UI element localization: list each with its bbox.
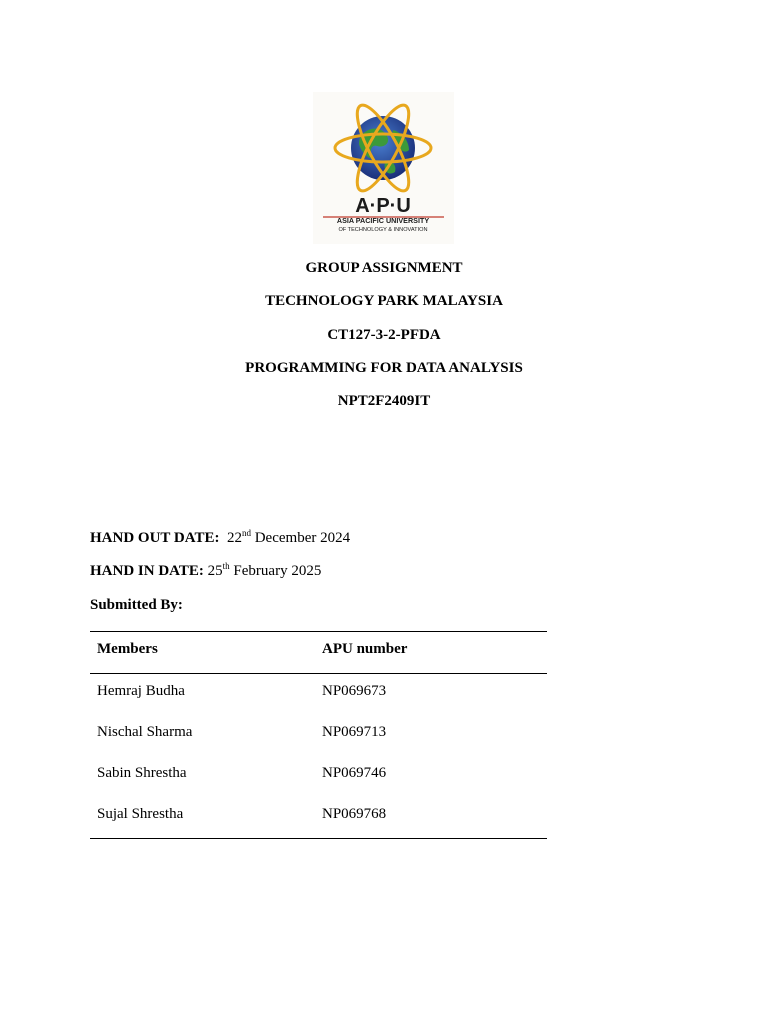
module-name: PROGRAMMING FOR DATA ANALYSIS xyxy=(245,360,523,376)
table-header-row xyxy=(90,632,547,674)
member-apu-number: NP069713 xyxy=(322,724,387,740)
intake-code: NPT2F2409IT xyxy=(337,393,431,409)
table-row xyxy=(90,756,547,797)
module-code: CT127-3-2-PFDA xyxy=(327,327,441,343)
member-name: Sabin Shrestha xyxy=(97,765,187,781)
member-name: Nischal Sharma xyxy=(97,724,193,740)
hand-in-date-label: HAND IN DATE: xyxy=(90,563,204,579)
submitted-by-line xyxy=(90,596,183,614)
hand-in-date-line xyxy=(90,562,321,580)
assignment-type: GROUP ASSIGNMENT xyxy=(305,260,463,276)
hand-out-day-suffix: nd xyxy=(241,528,251,538)
hand-out-day: 22 xyxy=(226,530,242,546)
submitted-by-label: Submitted By: xyxy=(90,597,183,613)
apu-logo-graphic xyxy=(313,92,454,244)
logo-tagline: OF TECHNOLOGY & INNOVATION xyxy=(338,227,428,233)
apu-logo xyxy=(313,92,454,244)
table-row xyxy=(90,797,547,838)
hand-out-date-line xyxy=(90,529,350,547)
member-apu-number: NP069768 xyxy=(322,806,387,822)
table-row xyxy=(90,715,547,756)
logo-university-name: ASIA PACIFIC UNIVERSITY xyxy=(336,216,430,225)
hand-in-day-suffix: th xyxy=(222,561,230,571)
header-apu-number: APU number xyxy=(322,641,408,657)
member-apu-number: NP069673 xyxy=(322,683,387,699)
header-members: Members xyxy=(97,641,158,657)
hand-in-day: 25 xyxy=(207,563,223,579)
members-table xyxy=(90,631,547,839)
member-name: Sujal Shrestha xyxy=(97,806,184,822)
member-apu-number: NP069746 xyxy=(322,765,387,781)
table-row xyxy=(90,674,547,715)
member-name: Hemraj Budha xyxy=(97,683,185,699)
hand-out-date-label: HAND OUT DATE: xyxy=(90,530,220,546)
hand-out-month-year: December 2024 xyxy=(254,530,351,546)
logo-wordmark: A·P·U xyxy=(355,195,411,217)
location-title: TECHNOLOGY PARK MALAYSIA xyxy=(265,293,503,309)
hand-in-month-year: February 2025 xyxy=(233,563,322,579)
